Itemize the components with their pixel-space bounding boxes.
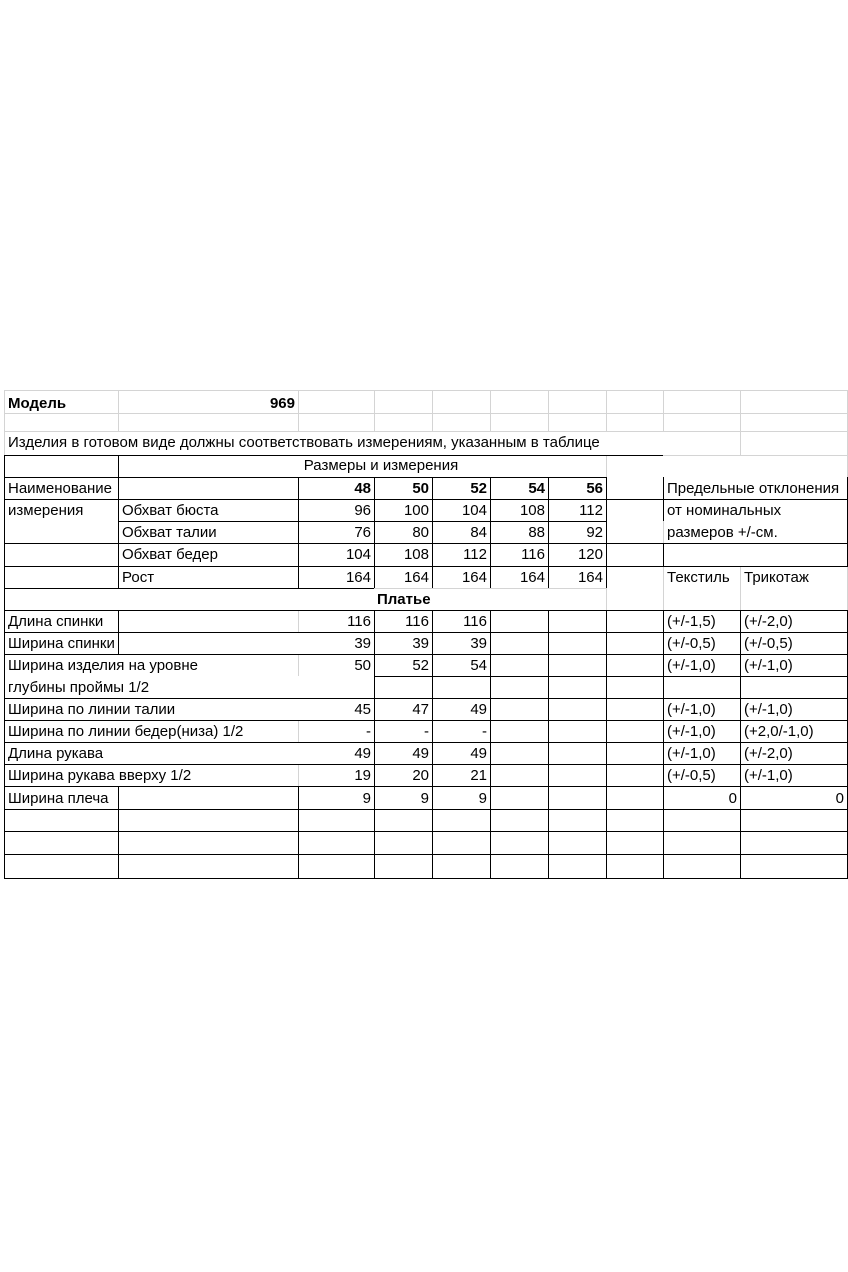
product-measure-name: глубины проймы 1/2 [8, 679, 150, 696]
product-measure-name: Ширина плеча [8, 790, 109, 807]
measurement-value: 80 [412, 524, 429, 541]
measurement-value: 76 [354, 524, 371, 541]
product-measure-name: Ширина рукава вверху 1/2 [8, 767, 192, 784]
product-value: 9 [478, 790, 487, 807]
product-value: - [482, 723, 487, 740]
size-header-50: 50 [412, 480, 429, 497]
product-value: - [366, 723, 371, 740]
gridline [663, 390, 664, 431]
measurement-value: 108 [403, 546, 429, 563]
measurement-value: 164 [345, 569, 371, 586]
table-border [490, 610, 491, 879]
product-measure-name: Ширина изделия на уровне [8, 657, 198, 674]
product-value: 49 [470, 701, 487, 718]
product-value: 54 [470, 657, 487, 674]
gridline [4, 390, 848, 391]
product-measure-name: Ширина по линии талии [8, 701, 176, 718]
tolerance-textile: (+/-1,0) [667, 657, 716, 674]
measurement-value: 92 [586, 524, 603, 541]
product-value: 49 [412, 745, 429, 762]
product-value: 49 [354, 745, 371, 762]
gridline [490, 390, 491, 431]
measurement-value: 96 [354, 502, 371, 519]
tolerance-knit: 0 [835, 790, 844, 807]
tolerance-textile: (+/-1,5) [667, 613, 716, 630]
measurement-name: Обхват бедер [122, 546, 218, 563]
product-value: 116 [405, 613, 429, 630]
table-border [4, 878, 848, 879]
product-value: 9 [362, 790, 371, 807]
product-value: 52 [412, 657, 429, 674]
measurement-value: 164 [403, 569, 429, 586]
product-title: Платье [377, 591, 431, 608]
section-title: Размеры и измерения [303, 457, 459, 474]
product-value: 116 [463, 613, 487, 630]
tolerance-knit: (+/-0,5) [744, 635, 793, 652]
product-value: 39 [412, 635, 429, 652]
product-value: - [424, 723, 429, 740]
product-value: 47 [412, 701, 429, 718]
table-border [4, 588, 374, 589]
table-border [118, 610, 119, 632]
measurement-value: 84 [470, 524, 487, 541]
intro-text: Изделия в готовом виде должны соответствовать измерениям, указанным в таблице [8, 434, 600, 451]
table-border [118, 632, 119, 654]
measurement-value: 104 [345, 546, 371, 563]
table-border [4, 786, 848, 787]
measurement-value: 112 [579, 502, 603, 519]
measurement-name: Рост [122, 569, 155, 586]
measurement-name: Обхват бюста [122, 502, 219, 519]
tolerance-textile: (+/-0,5) [667, 767, 716, 784]
column-textile: Текстиль [667, 569, 730, 586]
tolerance-label-line1: Предельные отклонения [667, 480, 840, 497]
table-border [4, 831, 848, 832]
measurement-value: 164 [461, 569, 487, 586]
table-border [548, 610, 549, 879]
table-border [606, 477, 607, 588]
measurement-value: 164 [519, 569, 545, 586]
tolerance-label-line3: размеров +/-см. [667, 524, 778, 541]
product-value: 116 [347, 613, 371, 630]
product-value: 49 [470, 745, 487, 762]
gridline [606, 390, 607, 431]
product-value: 39 [354, 635, 371, 652]
table-border [606, 610, 607, 879]
tolerance-textile: 0 [728, 790, 737, 807]
tolerance-knit: (+/-1,0) [744, 657, 793, 674]
tolerance-textile: (+/-1,0) [667, 745, 716, 762]
measurement-label-line1: Наименование [8, 480, 112, 497]
product-measure-name: Ширина по линии бедер(низа) 1/2 [8, 723, 244, 740]
column-knit: Трикотаж [744, 569, 809, 586]
tolerance-knit: (+/-2,0) [744, 613, 793, 630]
measurement-name: Обхват талии [122, 524, 217, 541]
measurement-value: 108 [519, 502, 545, 519]
tolerance-textile: (+/-1,0) [667, 723, 716, 740]
product-value: 19 [354, 767, 371, 784]
product-value: 21 [470, 767, 487, 784]
product-value: 39 [470, 635, 487, 652]
measurement-value: 88 [528, 524, 545, 541]
tolerance-knit: (+2,0/-1,0) [744, 723, 814, 740]
gridline [298, 390, 299, 431]
gridline [374, 390, 375, 431]
size-header-48: 48 [354, 480, 371, 497]
table-border [663, 543, 664, 566]
measurement-value: 120 [577, 546, 603, 563]
measurement-label-line2: измерения [8, 502, 84, 519]
size-header-54: 54 [528, 480, 545, 497]
size-header-56: 56 [586, 480, 603, 497]
tolerance-textile: (+/-0,5) [667, 635, 716, 652]
product-measure-name: Ширина спинки [8, 635, 115, 652]
tolerance-knit: (+/-2,0) [744, 745, 793, 762]
product-value: 20 [412, 767, 429, 784]
tolerance-knit: (+/-1,0) [744, 701, 793, 718]
product-value: 50 [354, 657, 371, 674]
tolerance-knit: (+/-1,0) [744, 767, 793, 784]
gridline [740, 390, 741, 455]
table-border [374, 676, 848, 677]
measurement-value: 104 [461, 502, 487, 519]
product-measure-name: Длина спинки [8, 613, 104, 630]
gridline [432, 390, 433, 431]
measurement-value: 100 [403, 502, 429, 519]
gridline [548, 390, 549, 431]
table-border [118, 786, 119, 879]
measurement-value: 112 [463, 546, 487, 563]
table-border [4, 809, 848, 810]
measurement-value: 116 [521, 546, 545, 563]
gridline [663, 455, 848, 456]
product-value: 45 [354, 701, 371, 718]
model-number: 969 [269, 395, 295, 412]
product-measure-name: Длина рукава [8, 745, 104, 762]
measurement-value: 164 [577, 569, 603, 586]
size-header-52: 52 [470, 480, 487, 497]
table-border [4, 854, 848, 855]
tolerance-label-line2: от номинальных [667, 502, 782, 519]
product-value: 9 [420, 790, 429, 807]
model-label: Модель [8, 395, 67, 412]
tolerance-textile: (+/-1,0) [667, 701, 716, 718]
